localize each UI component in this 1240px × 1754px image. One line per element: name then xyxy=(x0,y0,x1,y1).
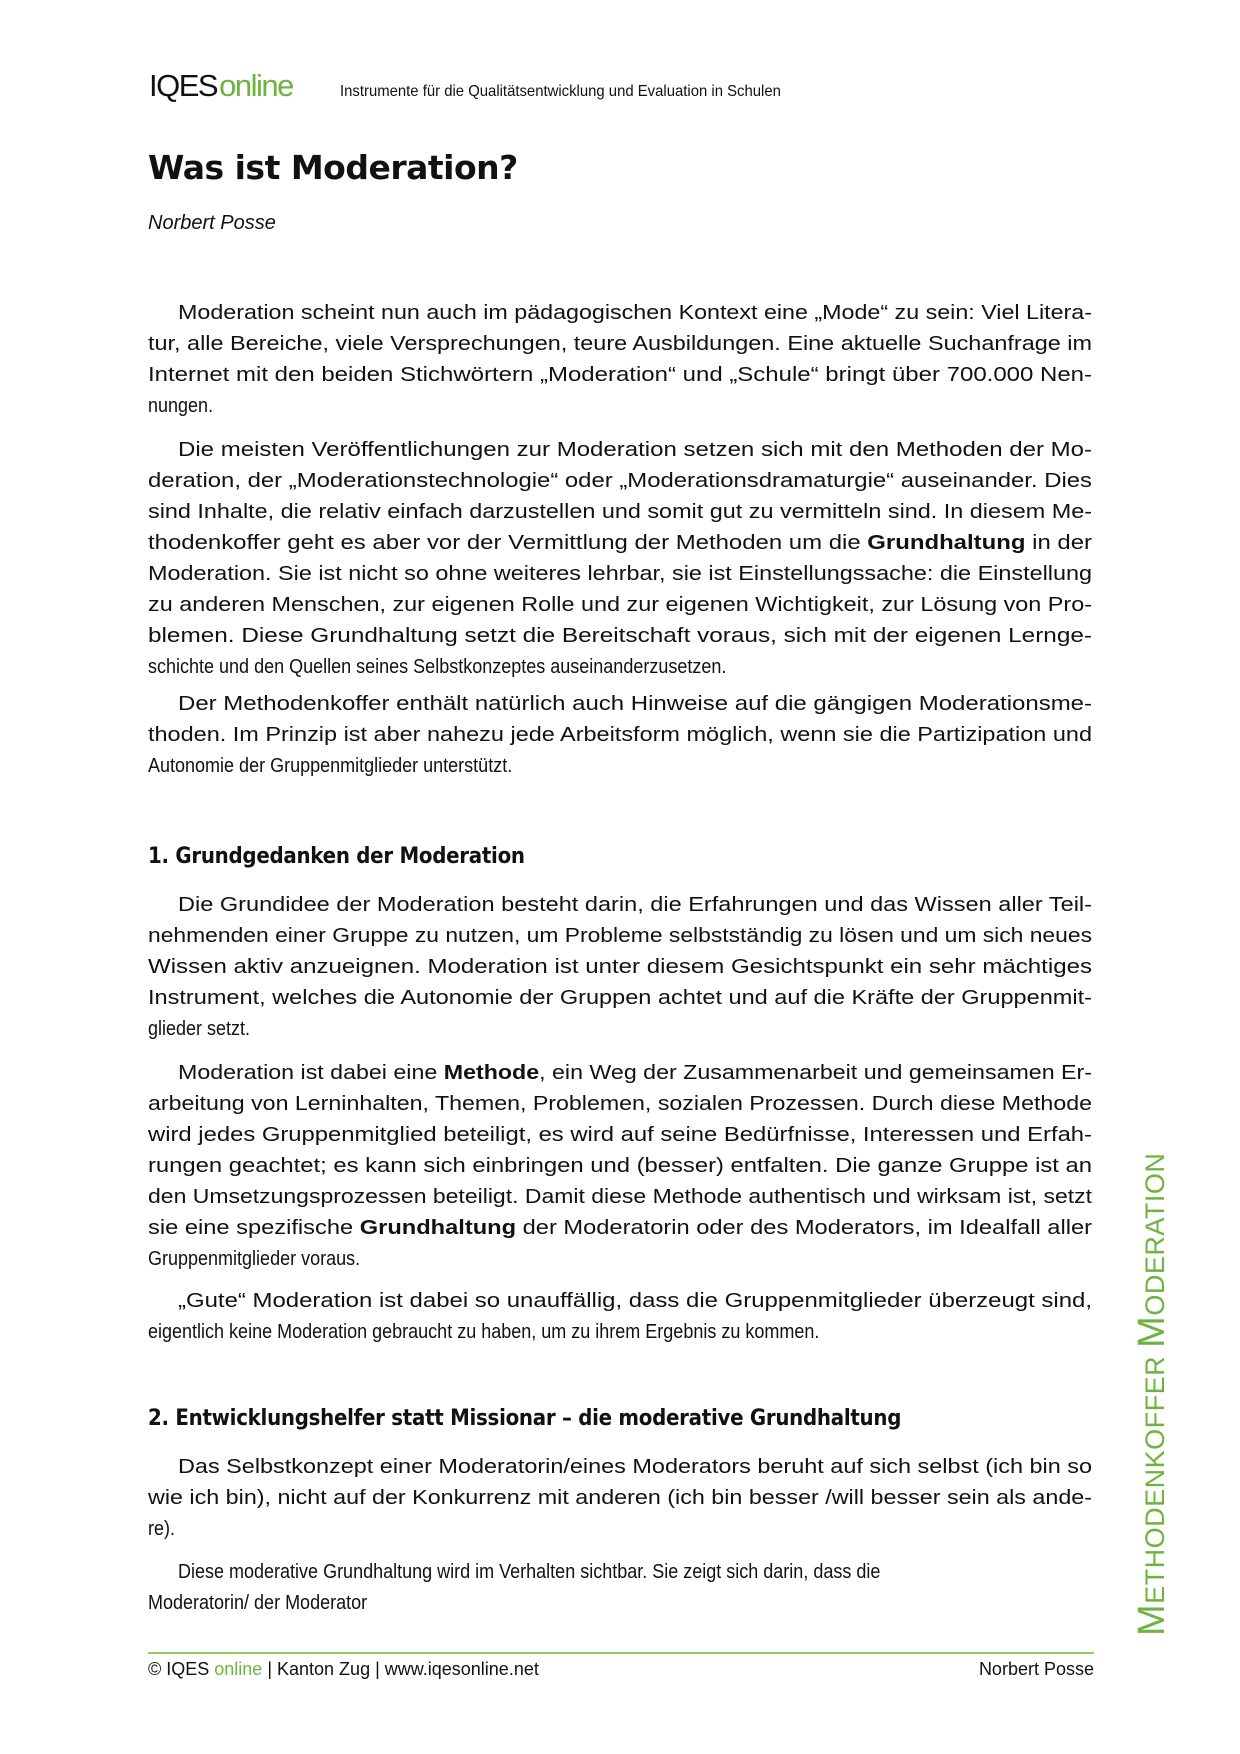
text-line: rungen geachtet; es kann sich einbringen und (besser) entfalten. Die ganze Gruppe ist an xyxy=(148,1155,1092,1177)
intro-paragraph-3 xyxy=(148,689,1092,782)
text-line: nehmenden einer Gruppe zu nutzen, um Probleme selbstständig zu lösen und um sich neues xyxy=(148,925,1092,947)
text-line: thodenkoffer geht es aber vor der Vermittlung der Methoden um die Grundhaltung in der xyxy=(148,532,1092,554)
logo-iqes-text: IQES xyxy=(149,68,218,103)
section-heading-1: 1. Grundgedanken der Moderation xyxy=(148,844,525,869)
section-2-paragraph-2 xyxy=(148,1557,1092,1619)
text-line: Der Methodenkoffer enthält natürlich auch Hinweise auf die gängigen Moderationsme- xyxy=(178,693,1092,715)
text-line: blemen. Diese Grundhaltung setzt die Bereitschaft voraus, sich mit der eigenen Lernge- xyxy=(148,625,1092,647)
logo-online-text: online xyxy=(219,68,293,103)
text-line: arbeitung von Lerninhalten, Themen, Problemen, sozialen Prozessen. Durch diese Methode xyxy=(148,1093,1092,1115)
text-line: tur, alle Bereiche, viele Versprechungen, teure Ausbildungen. Eine aktuelle Suchanfrage im xyxy=(148,333,1092,355)
footer-divider xyxy=(148,1652,1094,1654)
section-1-paragraph-3 xyxy=(148,1286,1092,1348)
text-line: Moderation scheint nun auch im pädagogischen Kontext eine „Mode“ zu sein: Viel Litera- xyxy=(178,302,1092,324)
text-line: den Umsetzungsprozessen beteiligt. Damit diese Methode authentisch und wirksam ist, setzt xyxy=(148,1186,1092,1208)
text-line: Das Selbstkonzept einer Moderatorin/eines Moderators beruht auf sich selbst (ich bin so xyxy=(178,1456,1092,1478)
text-line: „Gute“ Moderation ist dabei so unauffällig, dass die Gruppenmitglieder überzeugt sind, xyxy=(178,1290,1092,1312)
iqes-online-logo xyxy=(149,70,293,102)
bold-term: Grundhaltung xyxy=(359,1217,517,1239)
footer-brand-accent: online xyxy=(214,1659,263,1679)
footer-author: Norbert Posse xyxy=(978,1659,1094,1679)
header-tagline: Instrumente für die Qualitätsentwicklung und Evaluation in Schulen xyxy=(340,83,781,100)
text-line: zu anderen Menschen, zur eigenen Rolle und zur eigenen Wichtigkeit, zur Lösung von Pro- xyxy=(148,594,1092,616)
text-line: Instrument, welches die Autonomie der Gruppen achtet und auf die Kräfte der Gruppenmit- xyxy=(148,987,1092,1009)
text-line: wird jedes Gruppenmitglied beteiligt, es wird auf seine Bedürfnisse, Interessen und Erfah- xyxy=(148,1124,1092,1146)
text-line: schichte und den Quellen seines Selbstkonzeptes auseinanderzusetzen. xyxy=(148,656,727,678)
section-1-paragraph-2 xyxy=(148,1058,1092,1275)
text-line: eigentlich keine Moderation gebraucht zu haben, um zu ihrem Ergebnis zu kommen. xyxy=(148,1321,820,1343)
footer-copyright: © IQES online | Kanton Zug | www.iqesonline.net xyxy=(148,1659,539,1679)
text-line: Gruppenmitglieder voraus. xyxy=(148,1248,361,1270)
text-line: wie ich bin), nicht auf der Konkurrenz mit anderen (ich bin besser /will besser sein als ande- xyxy=(148,1487,1092,1509)
text-line: sind Inhalte, die relativ einfach darzustellen und somit gut zu vermitteln sind. In diesem Me- xyxy=(148,501,1092,523)
text-line: Moderation. Sie ist nicht so ohne weiteres lehrbar, sie ist Einstellungssache: die Einstellung xyxy=(148,563,1092,585)
bold-term: Grundhaltung xyxy=(867,532,1026,554)
text-line: Internet mit den beiden Stichwörtern „Moderation“ und „Schule“ bringt über 700.000 Nen- xyxy=(148,364,1092,386)
intro-paragraph-2 xyxy=(148,435,1092,683)
text-line: Autonomie der Gruppenmitglieder unterstützt. xyxy=(148,755,513,777)
intro-paragraph-1 xyxy=(148,298,1092,422)
section-1-paragraph-1 xyxy=(148,890,1092,1045)
page-title: Was ist Moderation? xyxy=(148,148,518,187)
text-line: sie eine spezifische Grundhaltung der Moderatorin oder des Moderators, im Idealfall aller xyxy=(148,1217,1092,1239)
author-name: Norbert Posse xyxy=(148,212,276,234)
text-line: Die meisten Veröffentlichungen zur Moderation setzen sich mit den Methoden der Mo- xyxy=(178,439,1092,461)
bold-term: Methode xyxy=(443,1062,540,1084)
text-line: re). xyxy=(148,1518,175,1540)
text-line: thoden. Im Prinzip ist aber nahezu jede Arbeitsform möglich, wenn sie die Partizipation und xyxy=(148,724,1092,746)
sidebar-label xyxy=(1131,1012,1173,1636)
methodenkoffer-moderation-label: METHODENKOFFER MODERATION xyxy=(1131,1152,1173,1636)
text-line: Diese moderative Grundhaltung wird im Verhalten sichtbar. Sie zeigt sich darin, dass die xyxy=(178,1561,881,1583)
section-heading-2: 2. Entwicklungshelfer statt Missionar – die moderative Grundhaltung xyxy=(148,1406,902,1431)
text-line: Wissen aktiv anzueignen. Moderation ist unter diesem Gesichtspunkt ein sehr mächtiges xyxy=(148,956,1092,978)
text-line: Die Grundidee der Moderation besteht darin, die Erfahrungen und das Wissen aller Teil- xyxy=(178,894,1092,916)
text-line: nungen. xyxy=(148,395,214,417)
text-line: Moderation ist dabei eine Methode, ein Weg der Zusammenarbeit und gemeinsamen Er- xyxy=(178,1062,1092,1084)
text-line: glieder setzt. xyxy=(148,1018,251,1040)
section-2-paragraph-1 xyxy=(148,1452,1092,1545)
text-line: Moderatorin/ der Moderator xyxy=(148,1592,368,1614)
text-line: deration, der „Moderationstechnologie“ oder „Moderationsdramaturgie“ auseinander. Dies xyxy=(148,470,1092,492)
